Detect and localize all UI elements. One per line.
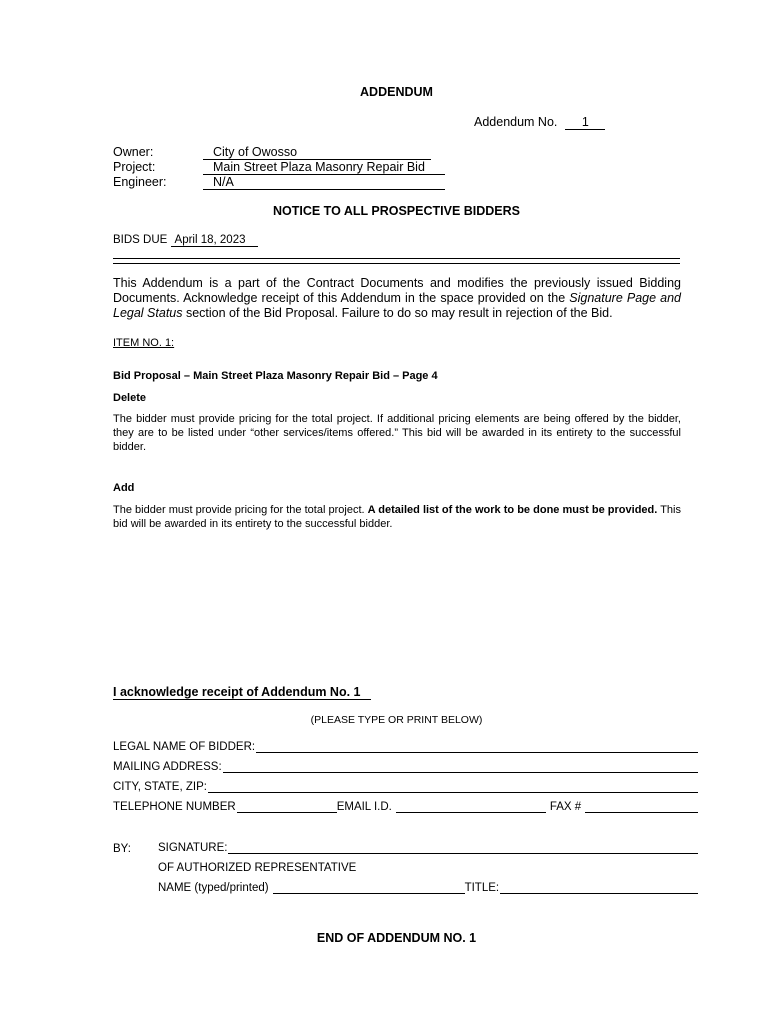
legal-name-label: LEGAL NAME OF BIDDER:: [113, 741, 256, 753]
add-text-part1: The bidder must provide pricing for the total project.: [113, 504, 368, 516]
end-of-addendum: END OF ADDENDUM NO. 1: [316, 931, 477, 945]
city-state-zip-label: CITY, STATE, ZIP:: [113, 781, 207, 793]
double-rule-divider: [113, 258, 680, 264]
city-state-zip-line[interactable]: [208, 781, 698, 793]
title-line[interactable]: [500, 882, 698, 894]
addendum-number-label: Addendum No.: [474, 115, 558, 129]
email-line[interactable]: [396, 801, 546, 813]
addendum-number: [474, 115, 605, 130]
signature-label: SIGNATURE:: [158, 842, 228, 854]
document-title: ADDENDUM: [360, 85, 433, 99]
name-line[interactable]: [273, 882, 465, 894]
acknowledgement-heading: I acknowledge receipt of Addendum No. 1: [113, 685, 371, 700]
bids-due-value: April 18, 2023: [171, 234, 258, 247]
addendum-number-value: 1: [565, 115, 605, 130]
item-heading: ITEM NO. 1:: [113, 337, 175, 349]
contact-row: [113, 801, 698, 813]
email-label: EMAIL I.D.: [336, 801, 392, 813]
title-label: TITLE:: [464, 882, 500, 894]
legal-name-line[interactable]: [256, 741, 698, 753]
authorized-rep-label: OF AUTHORIZED REPRESENTATIVE: [158, 862, 357, 874]
by-label: BY:: [113, 843, 131, 855]
legal-name-field[interactable]: [113, 741, 698, 753]
telephone-label: TELEPHONE NUMBER: [113, 801, 236, 813]
add-text-bold: A detailed list of the work to be done must be provided.: [367, 504, 658, 516]
project-value: Main Street Plaza Masonry Repair Bid: [203, 160, 445, 175]
intro-text-part2: section of the Bid Proposal. Failure to do so may result in rejection of the Bid.: [182, 306, 613, 320]
bid-proposal-heading: Bid Proposal – Main Street Plaza Masonry Repair Bid – Page 4: [113, 370, 438, 382]
add-label: Add: [113, 482, 135, 494]
engineer-label: Engineer:: [113, 175, 167, 189]
project-label: Project:: [113, 160, 156, 174]
intro-paragraph: [113, 276, 681, 321]
telephone-line[interactable]: [237, 801, 337, 813]
delete-paragraph: The bidder must provide pricing for the total project. If additional pricing elements are being offered by the bidder, they are to be listed under “other services/items offered.” This bid will be awarded in its entirety to the successful bidder.: [113, 413, 681, 453]
delete-label: Delete: [113, 392, 147, 404]
bids-due: [113, 234, 258, 247]
owner-label: Owner:: [113, 145, 154, 159]
name-label: NAME (typed/printed): [158, 882, 269, 894]
intro-text-italic: Signature Page and Legal Status: [113, 291, 681, 320]
add-text-part2: This bid will be awarded in its entirety to the successful bidder.: [113, 504, 681, 530]
bids-due-label: BIDS DUE: [113, 234, 168, 246]
owner-value: City of Owosso: [203, 145, 431, 160]
city-state-zip-field[interactable]: [113, 781, 698, 793]
fax-line[interactable]: [585, 801, 698, 813]
notice-heading: NOTICE TO ALL PROSPECTIVE BIDDERS: [272, 204, 521, 218]
intro-text-part1: This Addendum is a part of the Contract Documents and modifies the previously issued Bidding Documents. Acknowledge receipt of this Addendum in the space provided on the: [113, 276, 681, 305]
fax-label: FAX #: [549, 801, 582, 813]
signature-line[interactable]: [228, 842, 698, 854]
mailing-address-label: MAILING ADDRESS:: [113, 761, 222, 773]
add-paragraph: [113, 503, 681, 531]
signature-field[interactable]: [158, 842, 698, 854]
mailing-address-field[interactable]: [113, 761, 698, 773]
engineer-value: N/A: [203, 175, 445, 190]
mailing-address-line[interactable]: [223, 761, 698, 773]
print-instruction: (PLEASE TYPE OR PRINT BELOW): [310, 714, 483, 726]
name-title-row: [158, 882, 698, 894]
